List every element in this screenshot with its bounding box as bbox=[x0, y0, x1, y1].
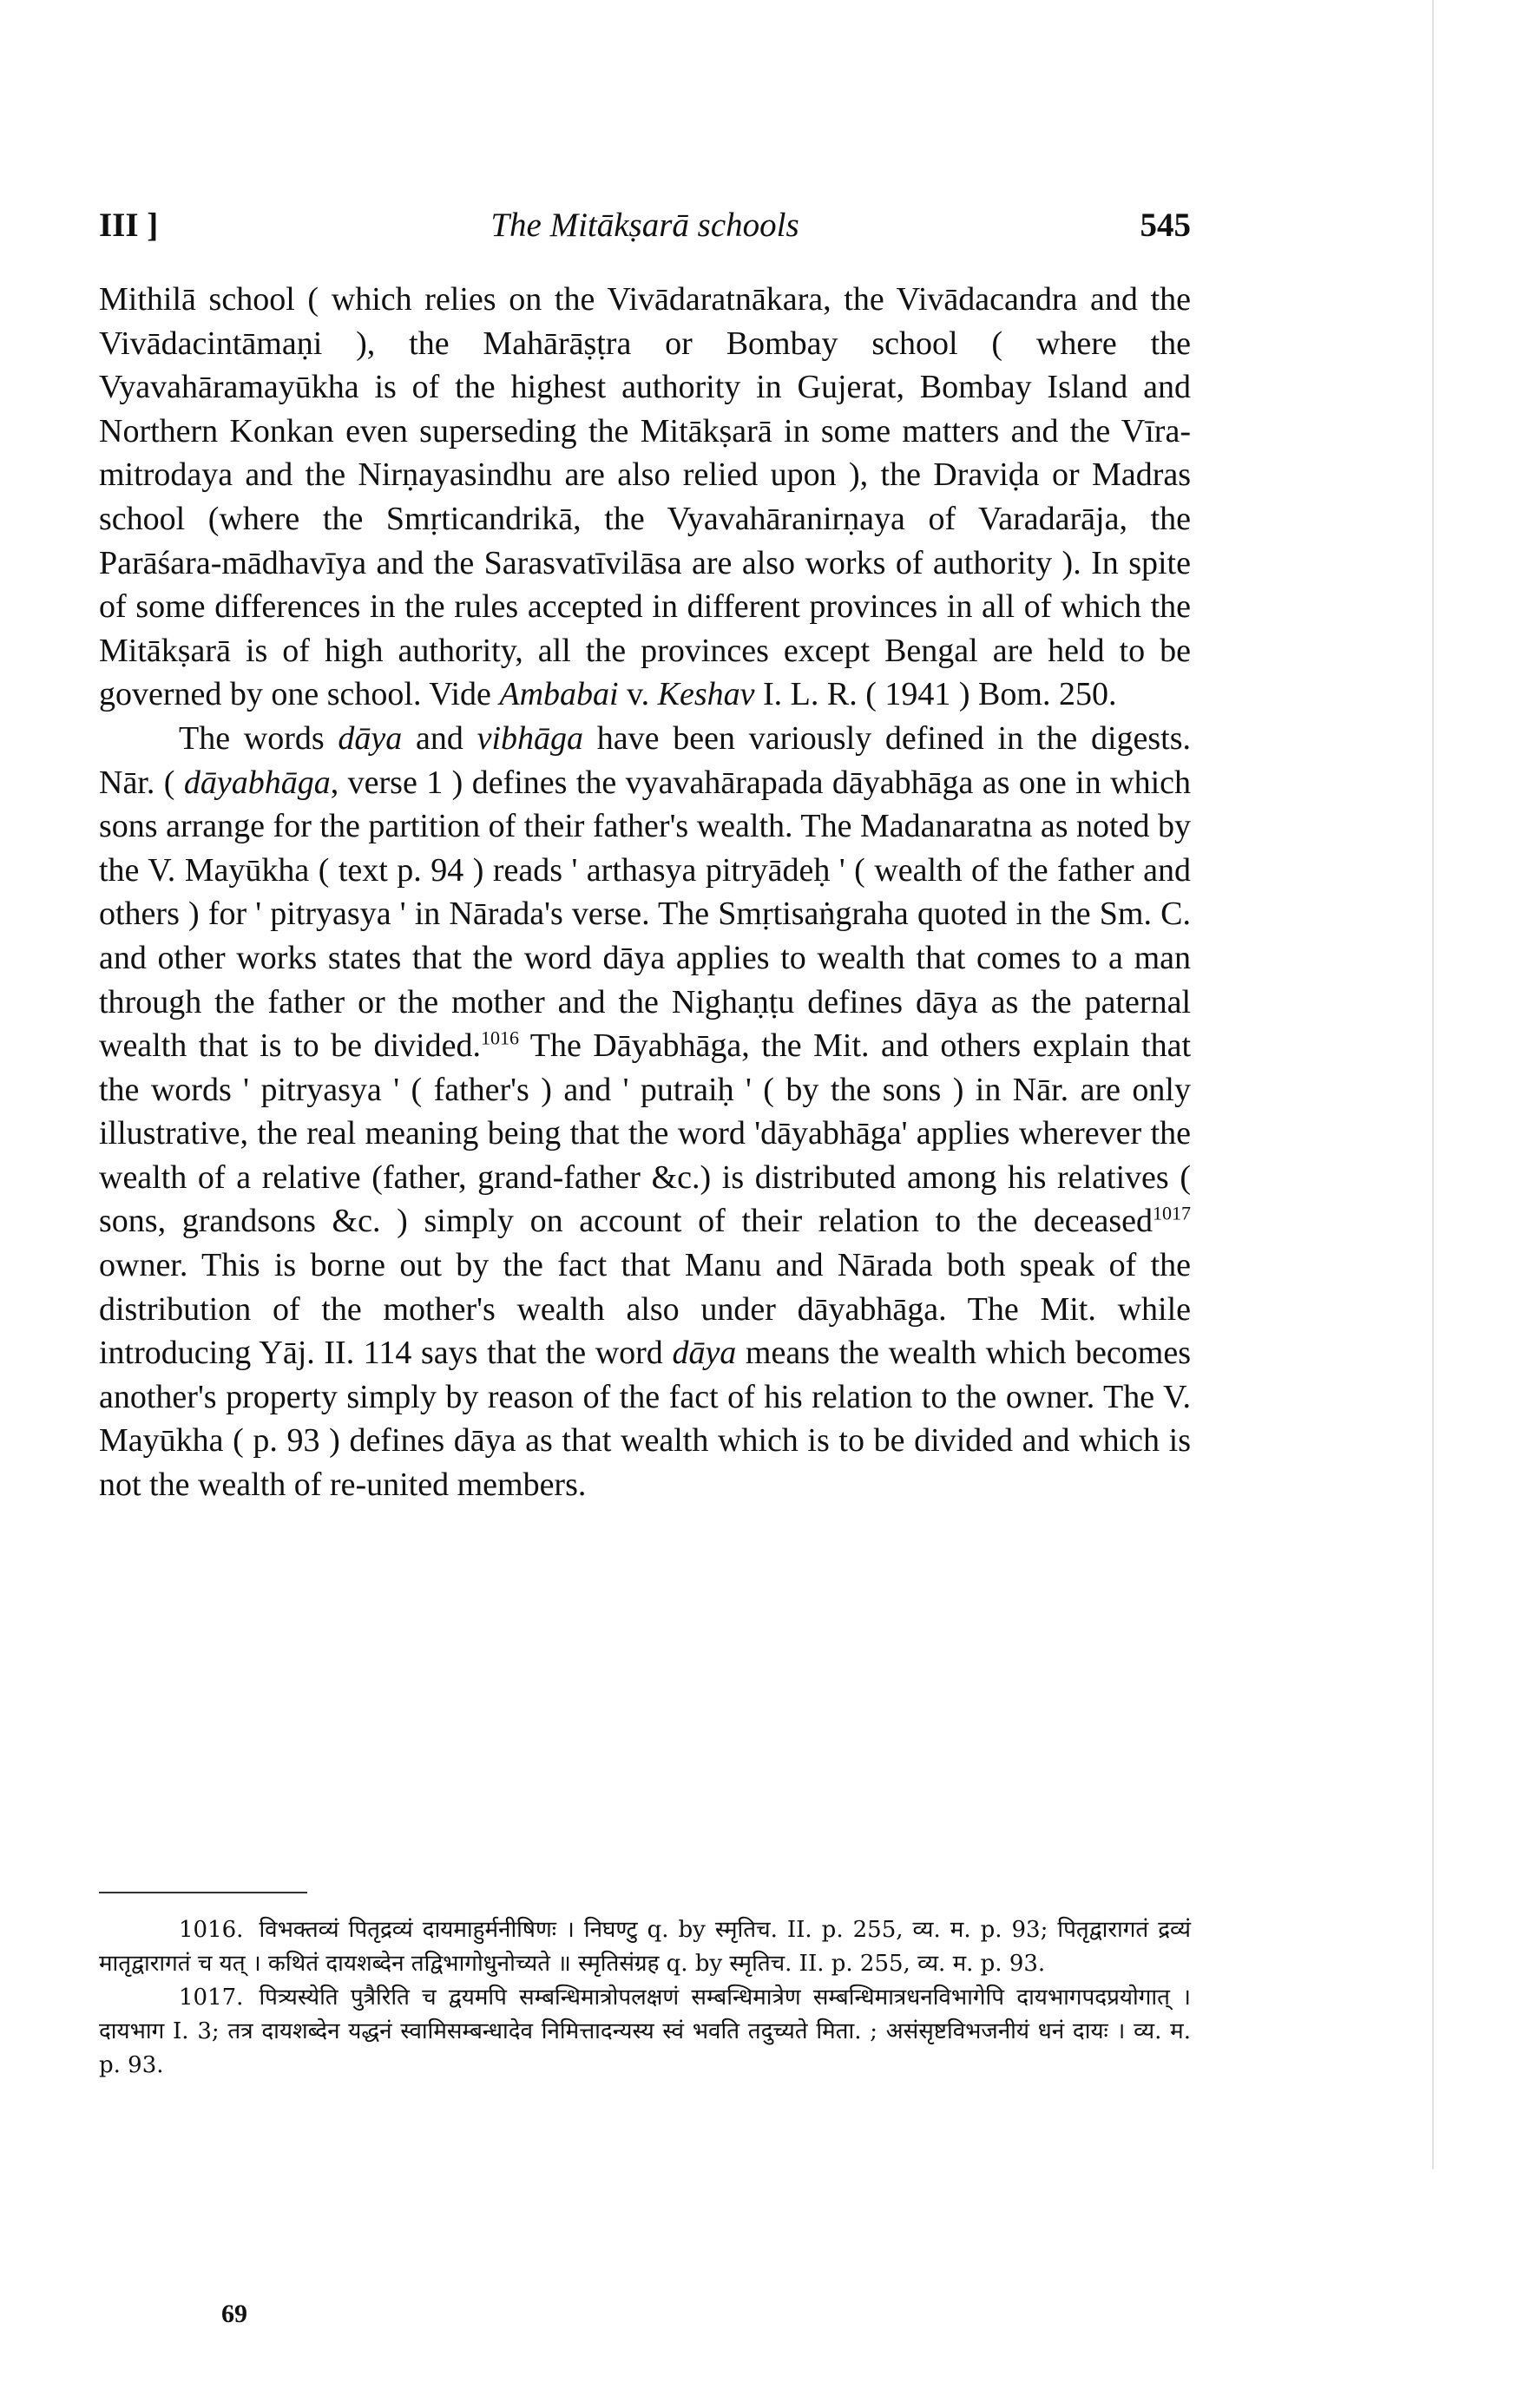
chapter-marker: III ] bbox=[99, 207, 159, 244]
term-dayabhaga: dāyabhāga bbox=[183, 764, 331, 801]
paragraph-2-text: The words bbox=[179, 719, 338, 757]
term-vibhaga: vibhāga bbox=[477, 719, 584, 757]
case-name: Ambabai bbox=[499, 676, 619, 713]
footnote-divider bbox=[99, 1892, 307, 1893]
case-versus: v. bbox=[618, 676, 658, 713]
footnotes bbox=[99, 1913, 1191, 2083]
footnote-text: विभक्तव्यं पितृद्रव्यं दायमाहुर्मनीषिणः । निघण्टु q. by स्मृतिच. II. p. 255, व्य. म. p. 93; पितृद्वारागतं द्रव्यं मातृद्वारागतं च यत् । कथितं दायशब्देन तद्विभागोधुनोच्यते ॥ स्मृतिसंग्रह q. by स्मृतिच. II. p. 255, व्य. म. p. 93. bbox=[99, 1917, 1191, 1977]
case-citation: I. L. R. ( 1941 ) Bom. 250. bbox=[754, 676, 1117, 713]
paragraph-2-text: , verse 1 ) defines the vyavahārapada dāyabhāga as one in which sons arrange for the partition of their father's wealth. The Madanaratna as noted by the V. Mayūkha ( text p. 94 ) reads ' arthasya pitryādeḥ ' ( wealth of the father and others ) for ' pitryasya ' in Nārada's verse. The Smṛtisaṅgraha quoted in the Sm. C. and other works states that the word dāya applies to wealth that comes to a man through the father or the mother and the Nighaṇṭu defines dāya as the paternal wealth that is to be divided. bbox=[99, 764, 1191, 1065]
running-head bbox=[99, 195, 1191, 256]
scan-edge-line bbox=[1432, 0, 1434, 2169]
footnote-1016 bbox=[99, 1913, 1191, 1981]
paragraph-2-text: owner. This is borne out by the fact that Manu and Nārada both speak of the distribution of the mother's wealth also under dāyabhāga. The Mit. while introducing Yāj. II. 114 says that the word bbox=[99, 1247, 1191, 1372]
paragraph-2-text: The Dāyabhāga, the Mit. and others explain that the words ' pitryasya ' ( father's ) and ' putraiḥ ' ( by the sons ) in Nār. are only illustrative, the real meaning being that the word 'dāyabhāga' applies wherever the wealth of a relative (father, grand-father &c.) is distributed among his relatives ( sons, grandsons &c. ) simply on account of their relation to the deceased bbox=[99, 1027, 1192, 1240]
footnote-ref-1016[interactable]: 1016 bbox=[480, 1027, 519, 1049]
paragraph-1 bbox=[99, 278, 1191, 717]
footnote-text: पित्र्यस्येति पुत्रैरिति च द्वयमपि सम्बन्धिमात्रोपलक्षणं सम्बन्धिमात्रेण सम्बन्धिमात्रधनविभागेपि दायभागपदप्रयोगात् । दायभाग I. 3; तत्र दायशब्देन यद्धनं स्वामिसम्बन्धादेव निमित्तादन्यस्य स्वं भवति तदुच्यते मिता. ; असंसृष्टविभजनीयं धनं दायः । व्य. म. p. 93. bbox=[99, 1985, 1191, 2078]
footnote-number: 1017. bbox=[179, 1985, 244, 2011]
paragraph-2-text: means the wealth which becomes another's property simply by reason of the fact of his relation to the owner. The V. Mayūkha ( p. 93 ) defines dāya as that wealth which is to be divided and which is not the wealth of re-united members. bbox=[99, 1335, 1191, 1504]
case-party: Keshav bbox=[657, 676, 755, 713]
paragraph-2-text: and bbox=[402, 719, 477, 757]
signature-mark: 69 bbox=[221, 2300, 247, 2328]
paragraph-1-text: Mithilā school ( which relies on the Vivādaratnākara, the Vivādacandra and the Vivādacintāmaṇi ), the Mahārāṣṭra or Bombay school ( where the Vyavahāramayūkha is of the highest authority in Gujerat, Bombay Island and Northern Konkan even superseding the Mitākṣarā in some matters and the Vīramitrodaya and the Nirṇayasindhu are also relied upon ), the Draviḍa or Madras school (where the Smṛticandrikā, the Vyavahāranirṇaya of Varadarāja, the Parāśara-mādhavīya and the Sarasvatīvilāsa are also works of authority ). In spite of some differences in the rules accepted in different provinces in all of which the Mitākṣarā is of high authority, all the provinces except Bengal are held to be governed by one school. Vide bbox=[99, 281, 1191, 713]
term-daya: dāya bbox=[672, 1335, 737, 1372]
running-title: The Mitākṣarā schools bbox=[490, 207, 799, 244]
term-daya: dāya bbox=[338, 719, 403, 757]
page-number: 545 bbox=[1140, 207, 1191, 244]
paragraph-2 bbox=[99, 717, 1191, 1507]
footnote-number: 1016. bbox=[179, 1917, 244, 1943]
main-text bbox=[99, 278, 1191, 1507]
paragraph-2-text: have been variously defined in the digests. Nār. ( bbox=[99, 719, 1192, 801]
footnote-1017 bbox=[99, 1981, 1191, 2083]
footnote-ref-1017[interactable]: 1017 bbox=[1153, 1202, 1191, 1224]
